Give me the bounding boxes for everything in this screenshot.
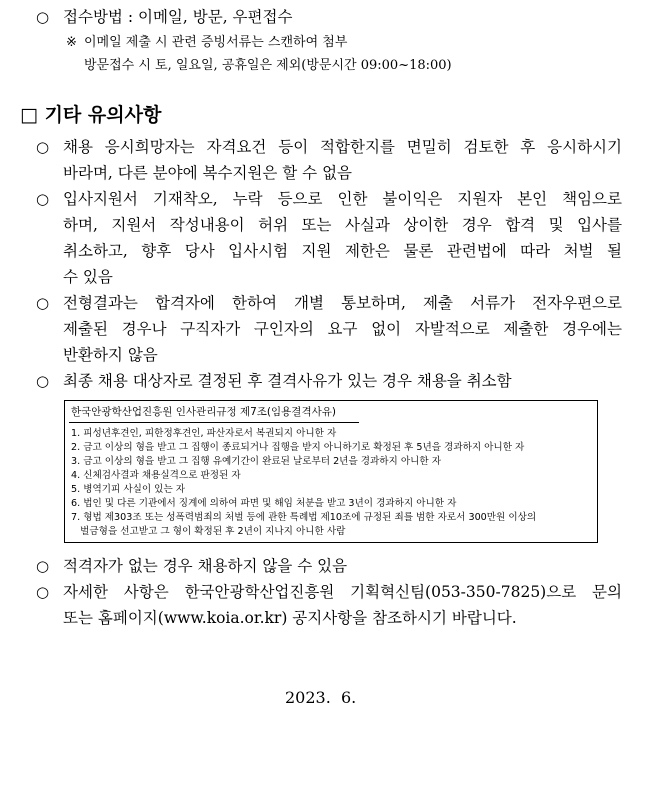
item-4-line-1: 최종 채용 대상자로 결정된 후 결격사유가 있는 경우 채용을 취소함 xyxy=(63,372,512,390)
item-2-line-2: 하며, 지원서 작성내용이 허위 또는 사실과 상이한 경우 합격 및 입사를 xyxy=(63,216,622,234)
bullet-marker: ○ xyxy=(36,138,50,156)
item-1-line-1: 채용 응시희망자는 자격요건 등이 적합한지를 면밀히 검토한 후 응시하시기 xyxy=(63,138,622,156)
item-5-line-1: 적격자가 없는 경우 채용하지 않을 수 있음 xyxy=(63,557,348,575)
section-heading: □ 기타 유의사항 xyxy=(20,104,162,126)
item-3-line-3: 반환하지 않음 xyxy=(63,346,158,364)
note-marker: ※ xyxy=(66,35,77,50)
bullet-marker: ○ xyxy=(36,583,50,601)
item-6-line-2: 또는 홈페이지(www.koia.or.kr) 공지사항을 참조하시기 바랍니다. xyxy=(63,609,517,627)
item-6-line-1: 자세한 사항은 한국안광학산업진흥원 기획혁신팀(053-350-7825)으로 문의 xyxy=(63,583,622,601)
regulation-title: 한국안광학산업진흥원 인사관리규정 제7조(임용결격사유) xyxy=(71,406,336,418)
visit-note-text: 방문접수 시 토, 일요일, 공휴일은 제외(방문시간 09:00~18:00) xyxy=(84,58,452,73)
regulation-item: 7. 형법 제303조 또는 성폭력범죄의 처벌 등에 관한 특례법 제10조에 규정된 죄를 범한 자로서 300만원 이상의 xyxy=(71,512,537,523)
regulation-item: 6. 법인 및 다른 기관에서 징계에 의하여 파면 및 해임 처분을 받고 3년이 경과하지 아니한 자 xyxy=(71,498,457,509)
regulation-item: 2. 금고 이상의 형을 받고 그 집행이 종료되거나 집행을 받지 아니하기로 확정된 후 5년을 경과하지 아니한 자 xyxy=(71,442,525,453)
bullet-marker: ○ xyxy=(36,294,50,312)
regulation-item: 4. 신체검사결과 채용실격으로 판정된 자 xyxy=(71,470,241,481)
bullet-marker: ○ xyxy=(36,190,50,208)
item-3-line-1: 전형결과는 합격자에 한하여 개별 통보하며, 제출 서류가 전자우편으로 xyxy=(63,294,622,312)
item-2-line-3: 취소하고, 향후 당사 입사시험 지원 제한은 물론 관련법에 따라 처벌 될 xyxy=(63,242,622,260)
item-2-line-4: 수 있음 xyxy=(63,268,113,286)
bullet-marker: ○ xyxy=(36,372,50,390)
regulation-item: 벌금형을 선고받고 그 형이 확정된 후 2년이 지나지 아니한 사람 xyxy=(71,526,346,537)
item-2-line-1: 입사지원서 기재착오, 누락 등으로 인한 불이익은 지원자 본인 책임으로 xyxy=(63,190,622,208)
title-underline xyxy=(69,422,359,423)
regulation-item: 5. 병역기피 사실이 있는 자 xyxy=(71,484,186,495)
bullet-marker: ○ xyxy=(36,557,50,575)
item-3-line-2: 제출된 경우나 구직자가 구인자의 요구 없이 자발적으로 제출한 경우에는 xyxy=(63,320,622,338)
email-note-text: 이메일 제출 시 관련 증빙서류는 스캔하여 첨부 xyxy=(84,35,348,50)
bullet-marker: ○ xyxy=(36,8,50,26)
regulation-item: 3. 금고 이상의 형을 받고 그 집행 유예기간이 완료된 날로부터 2년을 경과하지 아니한 자 xyxy=(71,456,441,467)
regulation-item: 1. 피성년후견인, 피한정후견인, 파산자로서 복권되지 아니한 자 xyxy=(71,428,337,439)
reception-method-text: 접수방법 : 이메일, 방문, 우편접수 xyxy=(63,8,293,26)
item-1-line-2: 바라며, 다른 분야에 복수지원은 할 수 없음 xyxy=(63,164,353,182)
regulation-box xyxy=(64,400,598,543)
document-date: 2023. 6. xyxy=(285,688,357,707)
